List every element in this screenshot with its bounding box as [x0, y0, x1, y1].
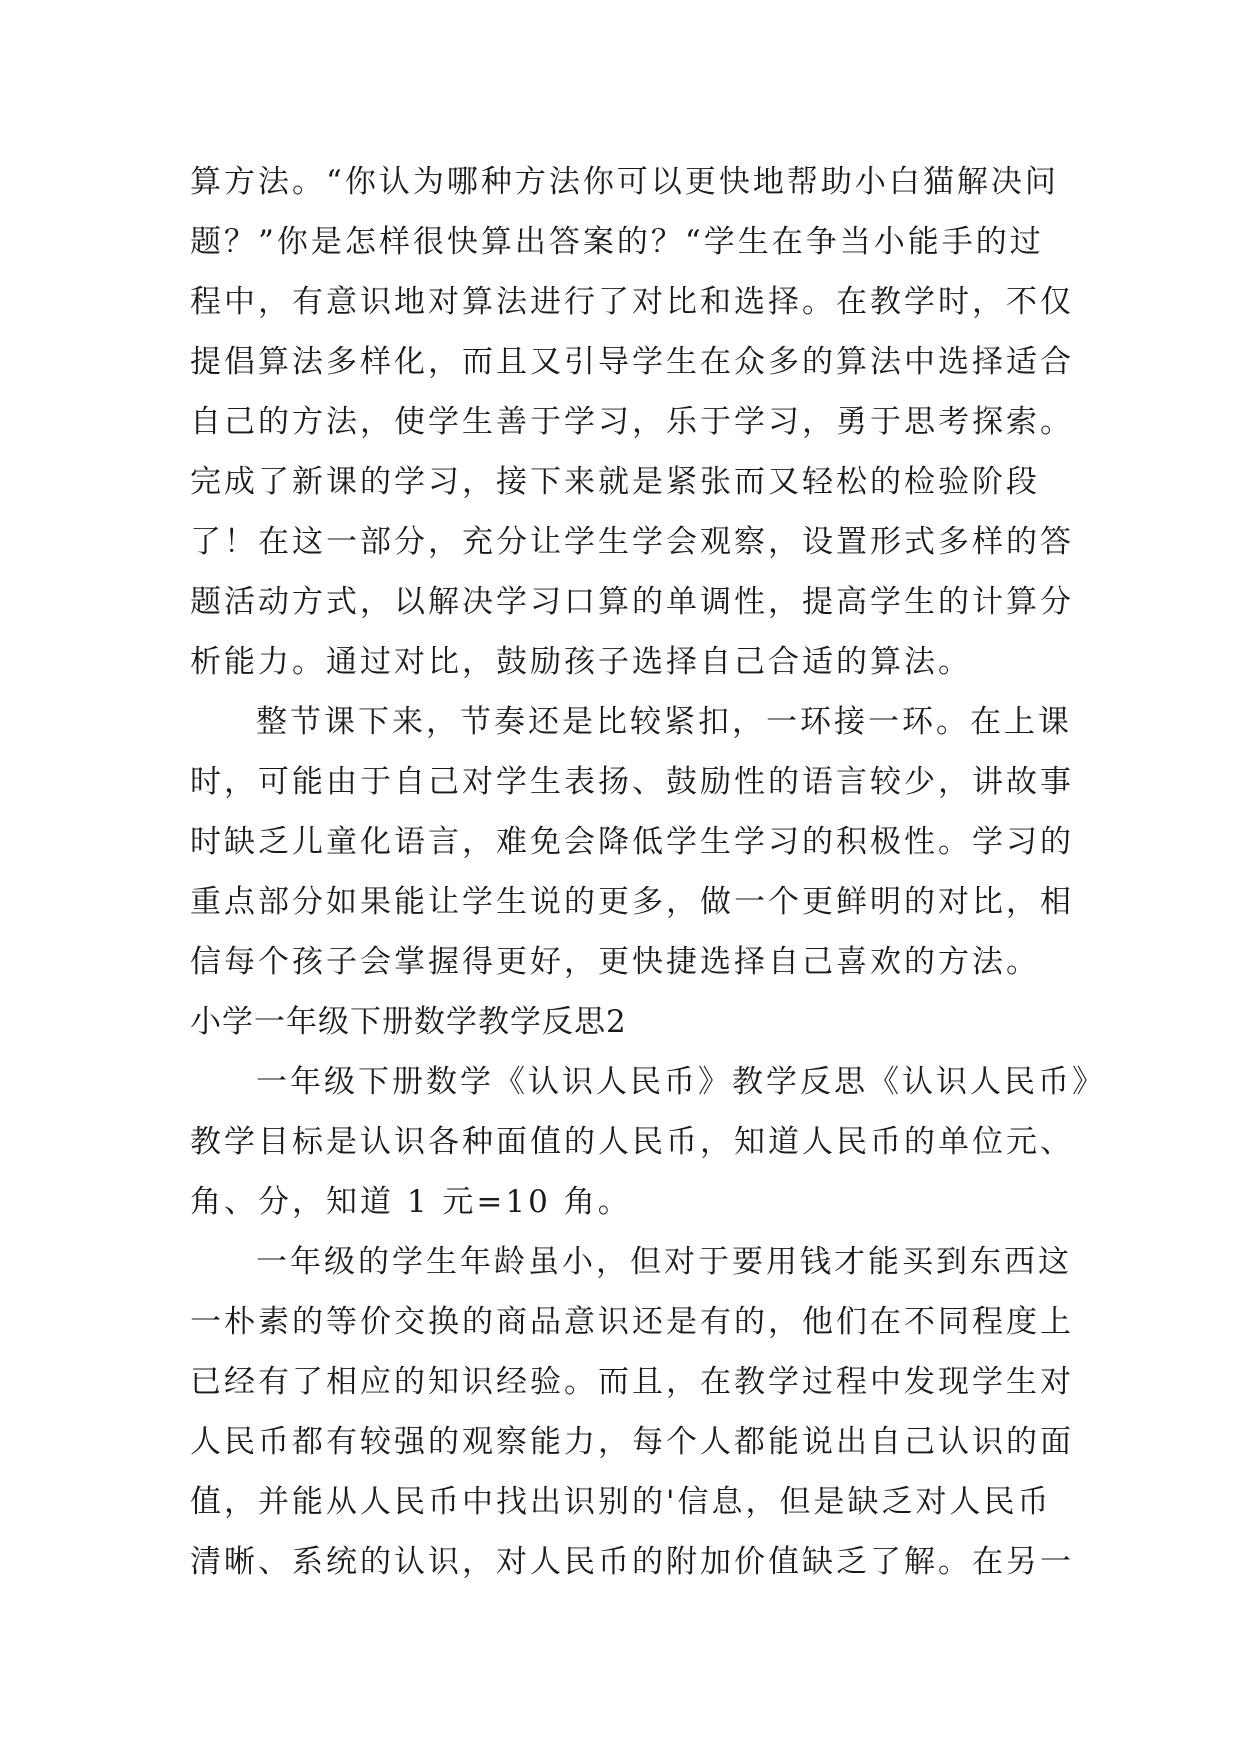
text-line: 已经有了相应的知识经验。而且，在教学过程中发现学生对	[190, 1364, 1074, 1400]
text-line: 角、分，知道 1 元=10 角。	[190, 1184, 632, 1220]
text-line: 一朴素的等价交换的商品意识还是有的，他们在不同程度上	[190, 1304, 1074, 1340]
text-line: 时，可能由于自己对学生表扬、鼓励性的语言较少，讲故事	[190, 764, 1074, 800]
text-line: 教学目标是认识各种面值的人民币，知道人民币的单位元、	[190, 1124, 1074, 1160]
section-heading	[190, 992, 1070, 1052]
heading-text: 小学一年级下册数学教学反思2	[190, 1004, 627, 1040]
text-line: 整节课下来，节奏还是比较紧扣，一环接一环。在上课	[256, 704, 1072, 740]
document-body	[190, 152, 1106, 1592]
text-line: 题活动方式，以解决学习口算的单调性，提高学生的计算分	[190, 584, 1074, 620]
text-line: 重点部分如果能让学生说的更多，做一个更鲜明的对比，相	[190, 884, 1074, 920]
text-line: 自己的方法，使学生善于学习，乐于学习，勇于思考探索。	[190, 404, 1074, 440]
text-line: 人民币都有较强的观察能力，每个人都能说出自己认识的面	[190, 1424, 1074, 1460]
text-line: 提倡算法多样化，而且又引导学生在众多的算法中选择适合	[190, 344, 1074, 380]
text-line: 了！在这一部分，充分让学生学会观察，设置形式多样的答	[190, 524, 1074, 560]
paragraph	[190, 1232, 1074, 1592]
text-line: 题？”你是怎样很快算出答案的？“学生在争当小能手的过	[190, 224, 1044, 260]
text-line: 析能力。通过对比，鼓励孩子选择自己合适的算法。	[190, 644, 972, 680]
text-line: 算方法。“你认为哪种方法你可以更快地帮助小白猫解决问	[190, 164, 1059, 200]
paragraph	[190, 692, 1074, 992]
text-line: 清晰、系统的认识，对人民币的附加价值缺乏了解。在另一	[190, 1544, 1074, 1580]
text-line: 完成了新课的学习，接下来就是紧张而又轻松的检验阶段	[190, 464, 1040, 500]
text-line: 值，并能从人民币中找出识别的'信息，但是缺乏对人民币	[190, 1484, 1052, 1520]
text-line: 一年级下册数学《认识人民币》教学反思《认识人民币》	[256, 1064, 1106, 1100]
text-line: 程中，有意识地对算法进行了对比和选择。在教学时，不仅	[190, 284, 1074, 320]
text-line: 一年级的学生年龄虽小，但对于要用钱才能买到东西这	[256, 1244, 1072, 1280]
text-line: 信每个孩子会掌握得更好，更快捷选择自己喜欢的方法。	[190, 944, 1040, 980]
paragraph	[190, 152, 1074, 692]
text-line: 时缺乏儿童化语言，难免会降低学生学习的积极性。学习的	[190, 824, 1074, 860]
paragraph	[190, 1052, 1106, 1232]
